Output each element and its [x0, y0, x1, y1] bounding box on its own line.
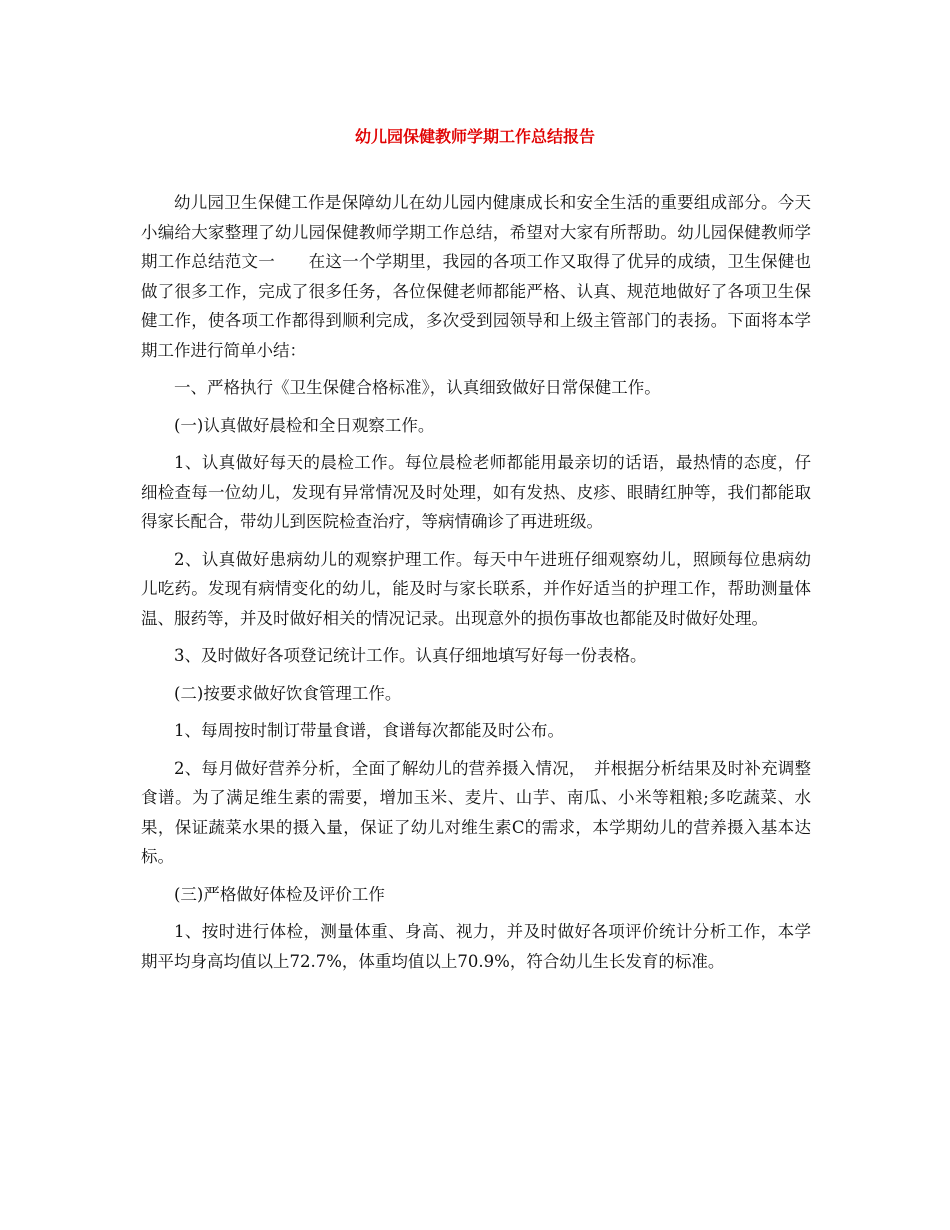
document-body	[141, 188, 811, 984]
paragraph-morning-check: 1、认真做好每天的晨检工作。每位晨检老师都能用最亲切的话语，最热情的态度，仔细检查每一位幼儿，发现有异常情况及时处理，如有发热、皮疹、眼睛红肿等，我们都能取得家长配合，带幼儿到医院检查治疗，等病情确诊了再进班级。	[141, 453, 811, 531]
paragraph-nutrition: 2、每月做好营养分析，全面了解幼儿的营养摄入情况， 并根据分析结果及时补充调整食谱。为了满足维生素的需要，增加玉米、麦片、山芋、南瓜、小米等粗粮;多吃蔬菜、水果，保证蔬菜水果的摄入量，保证了幼儿对维生素C的需求，本学期幼儿的营养摄入基本达标。	[141, 758, 811, 866]
paragraph-sick-care: 2、认真做好患病幼儿的观察护理工作。每天中午进班仔细观察幼儿，照顾每位患病幼儿吃药。发现有病情变化的幼儿，能及时与家长联系，并作好适当的护理工作，帮助测量体温、服药等，并及时做好相关的情况记录。出现意外的损伤事故也都能及时做好处理。	[141, 549, 811, 628]
paragraph-subsection-1-heading: (一)认真做好晨检和全日观察工作。	[174, 415, 435, 435]
paragraph-records: 3、及时做好各项登记统计工作。认真仔细地填写好每一份表格。	[174, 646, 647, 665]
document-title: 幼儿园保健教师学期工作总结报告	[354, 127, 595, 146]
paragraph-section-1-heading: 一、严格执行《卫生保健合格标准》，认真细致做好日常保健工作。	[174, 378, 661, 397]
paragraph-subsection-3-heading: (三)严格做好体检及评价工作	[174, 884, 385, 904]
paragraph-physical-exam: 1、按时进行体检，测量体重、身高、视力，并及时做好各项评价统计分析工作，本学期平均身高均值以上72.7%，体重均值以上70.9%，符合幼儿生长发育的标准。	[141, 922, 811, 971]
paragraph-intro: 幼儿园卫生保健工作是保障幼儿在幼儿园内健康成长和安全生活的重要组成部分。今天小编给大家整理了幼儿园保健教师学期工作总结，希望对大家有所帮助。幼儿园保健教师学期工作总结范文一 在这一个学期里，我园的各项工作又取得了优异的成绩，卫生保健也做了很多工作，完成了很多任务，各位保健老师都能严格、认真、规范地做好了各项卫生保健工作，使各项工作都得到顺利完成，多次受到园领导和上级主管部门的表扬。下面将本学期工作进行简单小结：	[141, 193, 811, 360]
paragraph-weekly-menu: 1、每周按时制订带量食谱，食谱每次都能及时公布。	[174, 721, 564, 740]
paragraph-subsection-2-heading: (二)按要求做好饮食管理工作。	[174, 683, 402, 703]
